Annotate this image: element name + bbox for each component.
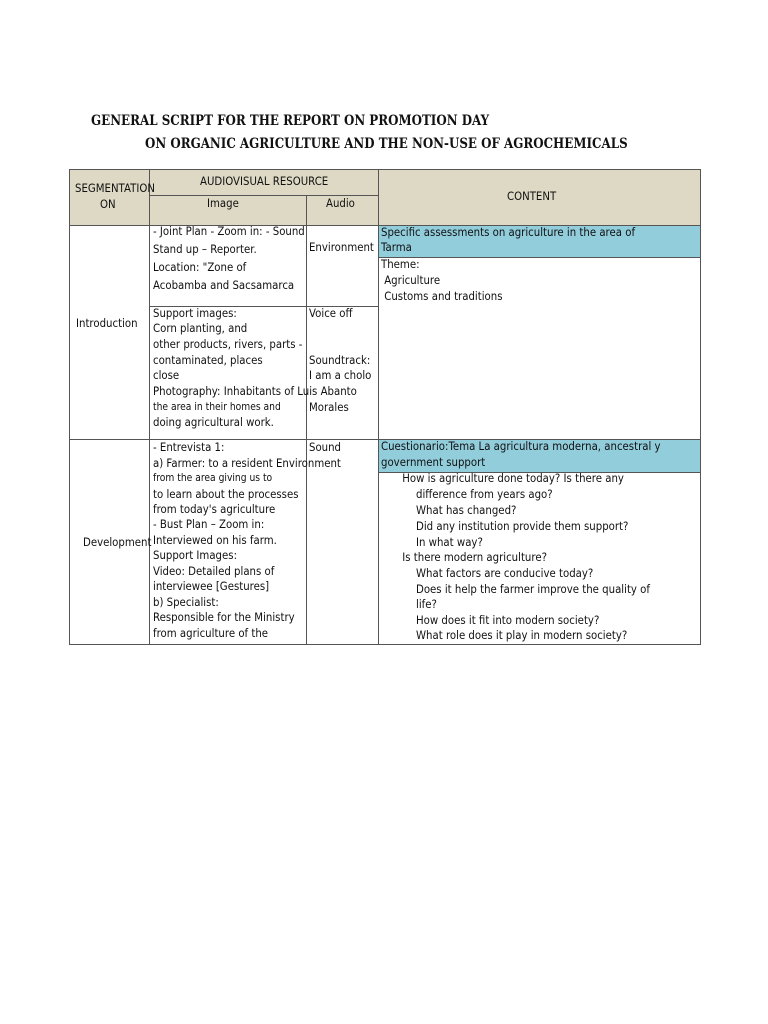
intro-image-line: Stand up – Reporter.	[153, 243, 257, 256]
header-segmentation-on: ON	[100, 198, 116, 211]
intro-audio-environment: Environment	[309, 241, 374, 254]
intro-image-line: Location: "Zone of	[153, 261, 247, 274]
dev-image-line: from agriculture of the	[153, 627, 269, 640]
header-audiovisual-resource: AUDIOVISUAL RESOURCE	[200, 175, 329, 188]
dev-content-highlight-text: Cuestionario:Tema La agricultura moderna, ancestral y	[381, 440, 661, 453]
intro-content-body: Customs and traditions	[381, 290, 503, 303]
intro-image-line: close	[153, 369, 180, 382]
intro-content-body: Agriculture	[381, 274, 441, 287]
intro-audio-artist: Morales	[309, 401, 349, 414]
dev-image-line: interviewee [Gestures]	[153, 580, 270, 593]
header-image: Image	[207, 197, 239, 210]
grid-line	[69, 169, 70, 645]
intro-image-line: Corn planting, and	[153, 322, 248, 335]
dev-image-line: a) Farmer: to a resident Environment	[153, 457, 341, 470]
dev-content-question: What factors are conducive today?	[416, 567, 594, 580]
intro-audio-song: I am a cholo	[309, 369, 372, 382]
intro-image-line: contaminated, places	[153, 354, 263, 367]
dev-content-question: Did any institution provide them support?	[416, 520, 629, 533]
grid-line	[306, 195, 307, 645]
dev-content-question: Is there modern agriculture?	[399, 551, 547, 564]
document-title-line-1: GENERAL SCRIPT FOR THE REPORT ON PROMOTION DAY	[91, 113, 490, 129]
segment-introduction: Introduction	[76, 317, 138, 330]
table-header	[69, 169, 701, 225]
document-title-line-2: ON ORGANIC AGRICULTURE AND THE NON-USE OF AGROCHEMICALS	[145, 136, 628, 152]
intro-content-highlight-text: Specific assessments on agriculture in the area of	[381, 226, 636, 239]
header-segmentation: SEGMENTATION	[75, 182, 155, 195]
header-content: CONTENT	[507, 190, 557, 203]
intro-audio-voice-off: Voice off	[309, 307, 353, 320]
dev-content-question: How does it fit into modern society?	[416, 614, 600, 627]
dev-image-line: - Bust Plan – Zoom in:	[153, 518, 265, 531]
grid-line	[700, 169, 701, 645]
intro-image-line: Acobamba and Sacsamarca	[153, 279, 295, 292]
dev-content-question: What has changed?	[416, 504, 517, 517]
dev-image-line: Interviewed on his farm.	[153, 534, 277, 547]
intro-content-body: Theme:	[381, 258, 420, 271]
grid-line	[149, 169, 150, 645]
grid-line	[69, 169, 701, 170]
header-audio: Audio	[326, 197, 355, 210]
dev-content-question: Does it help the farmer improve the quality of	[416, 583, 650, 596]
intro-image-line: Photography: Inhabitants of Luis Abanto	[153, 385, 357, 398]
dev-content-question: How is agriculture done today? Is there any	[399, 472, 624, 485]
dev-content-question: What role does it play in modern society?	[416, 629, 628, 642]
dev-content-question: In what way?	[416, 536, 483, 549]
grid-line	[378, 257, 701, 258]
intro-image-line: doing agricultural work.	[153, 416, 274, 429]
intro-content-highlight-text: Tarma	[381, 241, 412, 254]
intro-image-line: other products, rivers, parts -	[153, 338, 303, 351]
intro-image-line: - Joint Plan - Zoom in: - Sound	[153, 225, 305, 238]
dev-image-line: from the area giving us to	[153, 473, 273, 484]
intro-image-line: Support images:	[153, 307, 237, 320]
dev-content-question: difference from years ago?	[416, 488, 553, 501]
dev-audio-sound: Sound	[309, 441, 342, 454]
dev-content-question: life?	[416, 598, 437, 611]
dev-content-highlight-text: government support	[381, 456, 486, 469]
dev-image-line: Responsible for the Ministry	[153, 611, 295, 624]
script-table	[69, 169, 701, 645]
dev-image-line: to learn about the processes	[153, 488, 299, 501]
segment-development: Development	[83, 536, 152, 549]
dev-image-line: b) Specialist:	[153, 596, 219, 609]
dev-image-line: from today's agriculture	[153, 503, 276, 516]
dev-image-line: - Entrevista 1:	[153, 441, 225, 454]
dev-image-line: Support Images:	[153, 549, 237, 562]
grid-line	[378, 169, 379, 645]
intro-image-line: the area in their homes and	[153, 402, 281, 413]
dev-image-line: Video: Detailed plans of	[153, 565, 275, 578]
intro-audio-soundtrack: Soundtrack:	[309, 354, 371, 367]
grid-line	[69, 644, 701, 645]
